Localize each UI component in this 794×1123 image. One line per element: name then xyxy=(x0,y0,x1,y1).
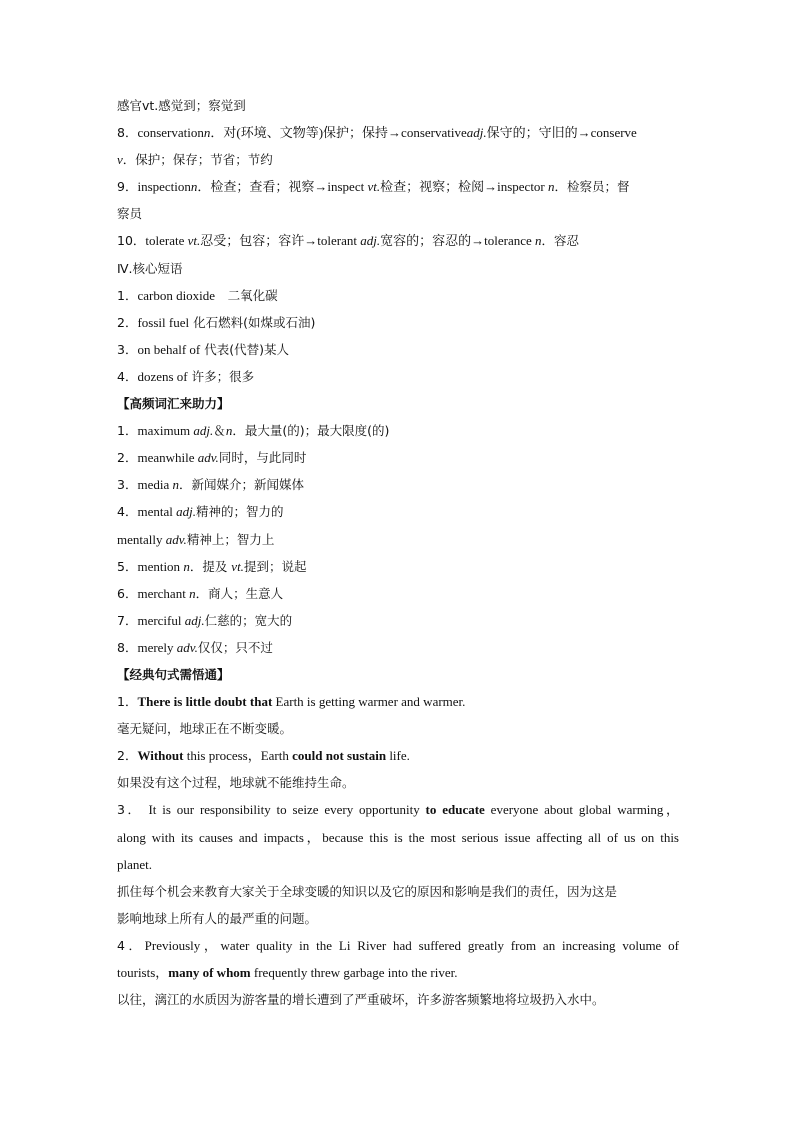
phrase-english: on behalf of xyxy=(137,341,201,357)
phrase-item-4 xyxy=(117,363,679,390)
definition-text: 察员 xyxy=(117,206,143,222)
phrase-item-2 xyxy=(117,309,679,336)
definition-text: 同时，与此同时 xyxy=(218,450,307,466)
phrase-chinese: 代表(代替)某人 xyxy=(200,341,289,357)
definition-text: 精神的；智力的 xyxy=(195,504,284,520)
part-of-speech: n xyxy=(189,585,196,601)
vocab-item-9-cont xyxy=(117,200,679,227)
item-number: 5． xyxy=(117,558,138,574)
headword: merchant xyxy=(137,585,190,601)
headword: mention xyxy=(137,558,184,574)
vocab-item-8 xyxy=(117,119,679,146)
item-number: 10． xyxy=(117,233,146,249)
definition-text: 保守的；守旧的→conserve xyxy=(486,125,637,141)
section-heading: 【高频词汇来助力】 xyxy=(117,396,230,412)
phrase-item-1 xyxy=(117,282,679,309)
sentence-text: this process，Earth xyxy=(183,748,293,764)
document-page xyxy=(117,92,679,1013)
definition-text: 宽容的；容忍的→tolerance xyxy=(380,233,536,249)
item-number: 3． xyxy=(117,341,138,357)
item-number: 8． xyxy=(117,125,138,141)
definition-text: 忍受；包容；容许→tolerant xyxy=(200,233,361,249)
item-number: 1． xyxy=(117,423,138,439)
word-item-4-derivative xyxy=(117,526,679,553)
definition-text: ．容忍 xyxy=(541,233,580,249)
phrase-chinese: 许多；很多 xyxy=(187,368,255,384)
sentence-text: It is our responsibility to seize every opportunity xyxy=(142,802,426,818)
part-of-speech: adj. xyxy=(184,612,205,628)
item-number: 2． xyxy=(117,748,138,764)
sentence-1-english xyxy=(117,688,679,715)
item-number: 1． xyxy=(117,287,138,303)
sentence-text: life. xyxy=(386,748,410,764)
ampersand: ＆ xyxy=(213,423,226,439)
headword: media xyxy=(137,477,173,493)
text-line xyxy=(117,92,679,119)
phrase-chinese: 化石燃料(如煤或石油) xyxy=(189,314,316,330)
key-structure: There is little doubt that xyxy=(137,694,273,710)
item-number: 4． xyxy=(117,937,145,953)
part-of-speech: vt. xyxy=(231,558,244,574)
sentence-text: Previously，water quality in the Li River had suffered greatly from an increasing volume of xyxy=(144,937,679,953)
part-of-speech: n xyxy=(172,477,179,493)
sentence-text: tourists， xyxy=(117,965,169,980)
definition-text: ．提及 xyxy=(189,558,232,574)
word-item-1 xyxy=(117,417,679,444)
definition-text: ．对(环境、文物等)保护；保持→ xyxy=(210,125,402,141)
item-number: 9． xyxy=(117,179,138,195)
definition-text: ．保护；保存；节省；节约 xyxy=(122,152,273,168)
part-of-speech: adj. xyxy=(176,504,196,520)
part-of-speech: n xyxy=(190,179,198,195)
definition-text: 仁慈的；宽大的 xyxy=(204,612,293,628)
part-of-speech: adj. xyxy=(466,125,487,141)
word-item-7 xyxy=(117,607,679,634)
part-of-speech: adj. xyxy=(193,423,214,439)
definition-text: ．检查；查看；视察→inspect xyxy=(197,179,368,195)
definition-text: 检查；视察；检阅→inspector xyxy=(380,179,549,195)
definition-text: ．商人；生意人 xyxy=(195,585,284,601)
item-number: 1． xyxy=(117,694,138,710)
headword: merely xyxy=(137,639,177,655)
key-structure: Without xyxy=(137,748,184,764)
item-number: 8． xyxy=(117,639,138,655)
headword: conservation xyxy=(137,125,204,141)
item-number: 2． xyxy=(117,450,138,466)
sentence-3-english-line-1 xyxy=(117,796,679,823)
word-item-5 xyxy=(117,553,679,580)
part-of-speech: adj. xyxy=(360,233,381,249)
sentence-text: frequently threw garbage into the river. xyxy=(250,965,458,980)
headword: merciful xyxy=(137,612,185,628)
word-item-6 xyxy=(117,580,679,607)
key-structure: could not sustain xyxy=(292,748,387,764)
item-number: 3． xyxy=(117,477,138,493)
word-item-3 xyxy=(117,471,679,498)
item-number: 4． xyxy=(117,368,138,384)
item-number: 7． xyxy=(117,612,138,628)
phrase-item-3 xyxy=(117,336,679,363)
vocab-item-9 xyxy=(117,173,679,200)
headword: meanwhile xyxy=(137,450,198,466)
part-of-speech: n xyxy=(535,233,542,249)
definition-text: 感官vt.感觉到；察觉到 xyxy=(117,98,246,113)
item-number: 6． xyxy=(117,585,138,601)
section-heading: 【经典句式需悟通】 xyxy=(117,666,230,682)
part-of-speech: v xyxy=(117,152,123,168)
sentence-4-english-line-1 xyxy=(117,932,679,959)
sentence-text: everyone about global warming， xyxy=(484,802,679,818)
part-of-speech: n xyxy=(183,558,190,574)
headword: mentally xyxy=(117,531,166,547)
part-of-speech: n xyxy=(225,423,233,439)
part-of-speech: n xyxy=(548,179,555,195)
sentence-2-chinese: 如果没有这个过程，地球就不能维持生命。 xyxy=(117,775,355,791)
headword: tolerate xyxy=(145,233,188,249)
sentence-4-english-line-2 xyxy=(117,959,679,986)
definition-text: ．最大量(的)；最大限度(的) xyxy=(232,423,390,439)
part-of-speech: n xyxy=(203,125,211,141)
word-item-2 xyxy=(117,444,679,471)
item-number: 2． xyxy=(117,314,138,330)
part-of-speech: adv. xyxy=(176,639,198,655)
key-structure: to educate xyxy=(425,802,485,818)
sentence-3-chinese-line-2: 影响地球上所有人的最严重的问题。 xyxy=(117,910,318,926)
section-heading: Ⅳ.核心短语 xyxy=(117,260,183,276)
definition-text: ．检察员；督 xyxy=(554,179,630,195)
phrase-english: dozens of xyxy=(137,368,188,384)
phrase-english: fossil fuel xyxy=(137,314,190,330)
part-of-speech: adv. xyxy=(165,531,187,547)
phrase-english: carbon dioxide xyxy=(137,287,216,303)
sentence-3-english-line-2: along with its causes and impacts，because this is the most serious issue affecting all of us on this xyxy=(117,829,679,845)
sentence-3-english-line-3: planet. xyxy=(117,856,153,872)
item-number: 3． xyxy=(117,802,143,818)
sentence-2-english xyxy=(117,742,679,769)
key-structure: many of whom xyxy=(168,965,251,980)
headword: conservative xyxy=(401,125,467,141)
part-of-speech: vt. xyxy=(367,179,381,195)
word-item-8 xyxy=(117,634,679,661)
phrase-chinese: 二氧化碳 xyxy=(215,287,278,303)
headword: maximum xyxy=(137,423,194,439)
item-number: 4． xyxy=(117,504,138,520)
definition-text: ．新闻媒介；新闻媒体 xyxy=(178,477,304,493)
vocab-item-10 xyxy=(117,227,679,254)
part-of-speech: adv. xyxy=(197,450,219,466)
word-item-4 xyxy=(117,498,679,525)
definition-text: 仅仅；只不过 xyxy=(197,639,273,655)
sentence-text: Earth is getting warmer and warmer. xyxy=(272,694,466,710)
part-of-speech: vt. xyxy=(187,233,201,249)
vocab-item-8-cont xyxy=(117,146,679,173)
headword: mental xyxy=(137,504,177,520)
sentence-4-chinese: 以往，漓江的水质因为游客量的增长遭到了严重破坏，许多游客频繁地将垃圾扔入水中。 xyxy=(117,992,605,1008)
sentence-3-chinese-line-1: 抓住每个机会来教育大家关于全球变暖的知识以及它的原因和影响是我们的责任，因为这是 xyxy=(117,883,618,899)
definition-text: 精神上；智力上 xyxy=(186,531,275,547)
headword: inspection xyxy=(137,179,191,195)
definition-text: 提到；说起 xyxy=(243,558,307,574)
sentence-1-chinese: 毫无疑问，地球正在不断变暖。 xyxy=(117,721,293,737)
